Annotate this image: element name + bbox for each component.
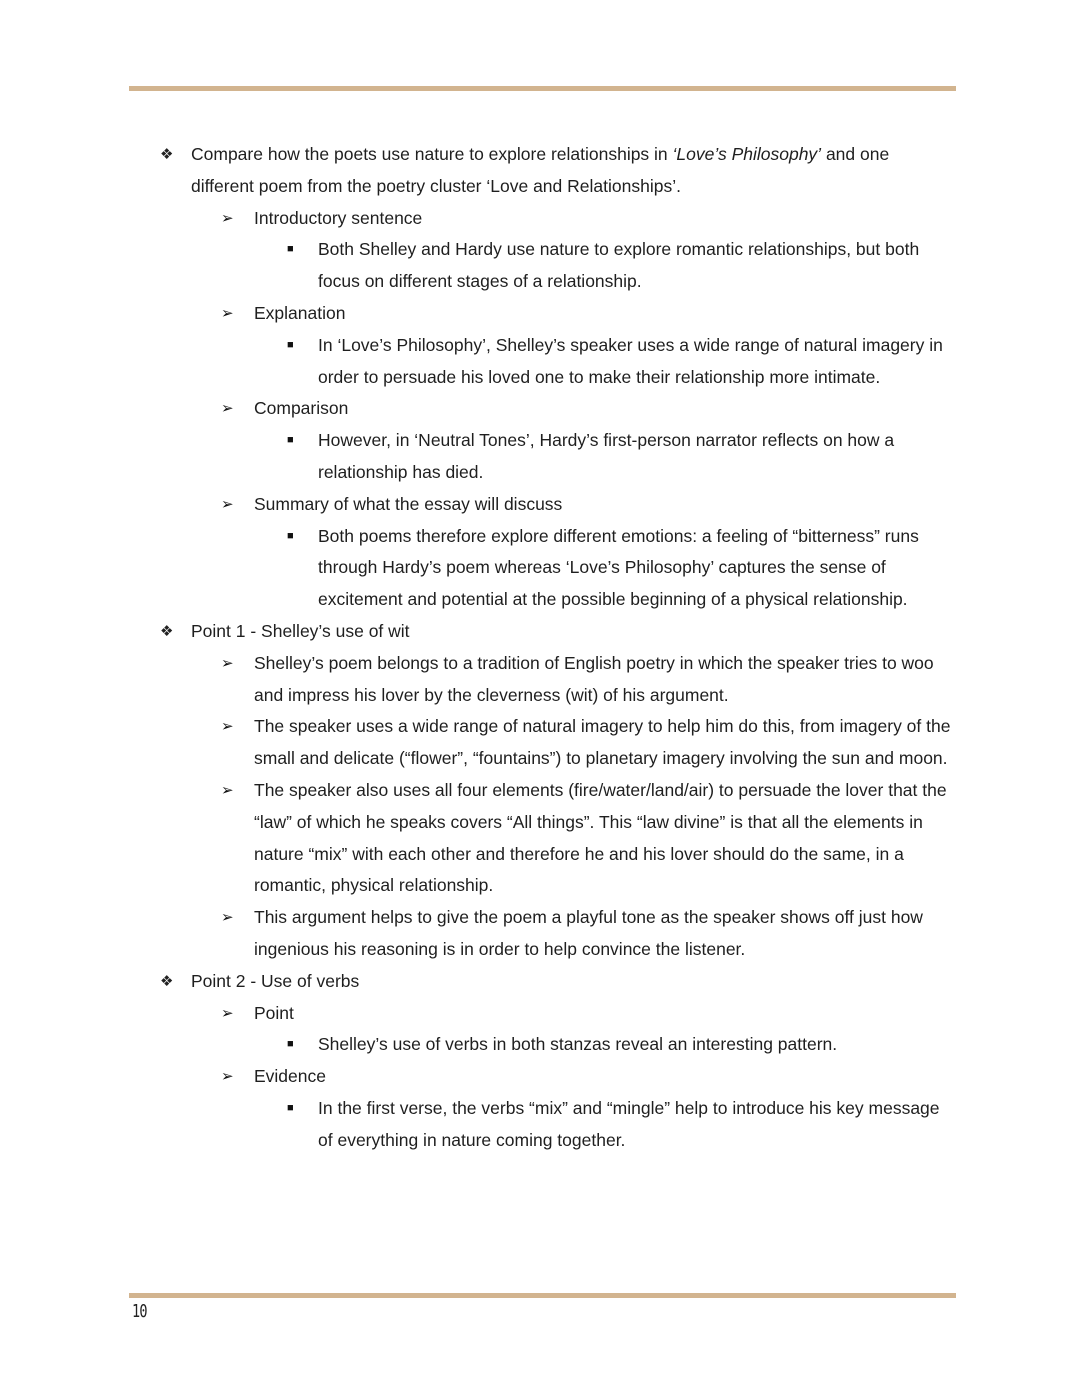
detail-text: Both poems therefore explore different emotions: a feeling of “bitterness” runs through Hardy’s poem whereas ‘Love’s Philosophy’ captures the sense of excitement and potential at the possible beginning of a physical relationship. (318, 525, 919, 610)
point-1-bullet (0, 902, 954, 966)
square-bullet-icon: ■ (287, 434, 294, 447)
arrow-bullet-icon: ➢ (221, 495, 234, 513)
outline-heading (0, 1061, 954, 1093)
point-2-title (0, 966, 951, 998)
heading-explanation: Explanation (254, 302, 346, 323)
arrow-bullet-icon: ➢ (221, 654, 234, 672)
outline-heading (0, 998, 954, 1030)
outline-detail (0, 1093, 950, 1157)
heading-introductory-sentence: Introductory sentence (254, 207, 423, 228)
bullet-text: Shelley’s poem belongs to a tradition of English poetry in which the speaker tries to woo and impress his lover by the cleverness (wit) of his argument. (254, 652, 934, 705)
bullet-text: The speaker also uses all four elements (fire/water/land/air) to persuade the lover that the “law” of which he speaks covers “All things”. This “law divine” is that all the elements in nature “mix” with each other and therefore he and his lover should do the same, in a romantic, physical relationship. (254, 779, 947, 896)
diamond-bullet-icon: ❖ (160, 972, 174, 990)
outline-detail (0, 234, 950, 298)
outline-detail (0, 330, 950, 394)
point-title-text: Point 2 - Use of verbs (191, 970, 360, 991)
square-bullet-icon: ■ (287, 1101, 294, 1114)
detail-text: In the first verse, the verbs “mix” and “mingle” help to introduce his key message of everything in nature coming together. (318, 1097, 940, 1150)
heading-summary: Summary of what the essay will discuss (254, 493, 563, 514)
arrow-bullet-icon: ➢ (221, 400, 234, 418)
question-text-after: and one different poem from the poetry cluster ‘Love and Relationships’. (191, 144, 890, 196)
outline-detail (0, 521, 950, 616)
arrow-bullet-icon: ➢ (221, 718, 234, 736)
square-bullet-icon: ■ (287, 243, 294, 256)
outline-heading (0, 298, 954, 330)
detail-text: Shelley’s use of verbs in both stanzas reveal an interesting pattern. (318, 1034, 838, 1055)
diamond-bullet-icon: ❖ (160, 146, 174, 163)
point-title-text: Point 1 - Shelley’s use of wit (191, 620, 410, 641)
outline-heading (0, 393, 954, 425)
arrow-bullet-icon: ➢ (221, 1004, 234, 1022)
outline-detail (0, 1029, 950, 1061)
detail-text: However, in ‘Neutral Tones’, Hardy’s first-person narrator reflects on how a relationship has died. (318, 430, 895, 482)
outline-heading (0, 203, 954, 235)
question-item (0, 139, 951, 203)
arrow-bullet-icon: ➢ (221, 781, 234, 799)
arrow-bullet-icon: ➢ (221, 1068, 234, 1086)
heading-point: Point (254, 1002, 294, 1023)
bullet-text: The speaker uses a wide range of natural imagery to help him do this, from imagery of the small and delicate (“flower”, “fountains”) to planetary imagery involving the sun and moon. (254, 716, 951, 769)
bullet-text: This argument helps to give the poem a playful tone as the speaker shows off just how ingenious his reasoning is in order to help convince the listener. (254, 907, 923, 959)
detail-text: In ‘Love’s Philosophy’, Shelley’s speaker uses a wide range of natural imagery in order to persuade his loved one to make their relationship more intimate. (318, 334, 943, 387)
square-bullet-icon: ■ (287, 338, 294, 351)
outline-detail (0, 425, 950, 489)
point-1-title (0, 616, 951, 648)
heading-comparison: Comparison (254, 398, 349, 419)
heading-evidence: Evidence (254, 1066, 326, 1087)
page-number: 10 (132, 1301, 147, 1322)
square-bullet-icon: ■ (287, 529, 294, 542)
point-1-bullet (0, 775, 954, 902)
point-1-bullet (0, 648, 954, 712)
outline-heading (0, 489, 954, 521)
detail-text: Both Shelley and Hardy use nature to explore romantic relationships, but both focus on different stages of a relationship. (318, 239, 920, 292)
question-poem-title: ‘Love’s Philosophy’ (672, 144, 822, 164)
document-body (0, 139, 1080, 1157)
square-bullet-icon: ■ (287, 1038, 294, 1051)
point-1-bullet (0, 711, 954, 775)
question-text-before: Compare how the poets use nature to explore relationships in (191, 144, 673, 164)
top-divider (129, 86, 956, 91)
diamond-bullet-icon: ❖ (160, 622, 174, 640)
bottom-divider (129, 1293, 956, 1298)
arrow-bullet-icon: ➢ (221, 304, 234, 322)
arrow-bullet-icon: ➢ (221, 209, 234, 227)
arrow-bullet-icon: ➢ (221, 909, 234, 927)
